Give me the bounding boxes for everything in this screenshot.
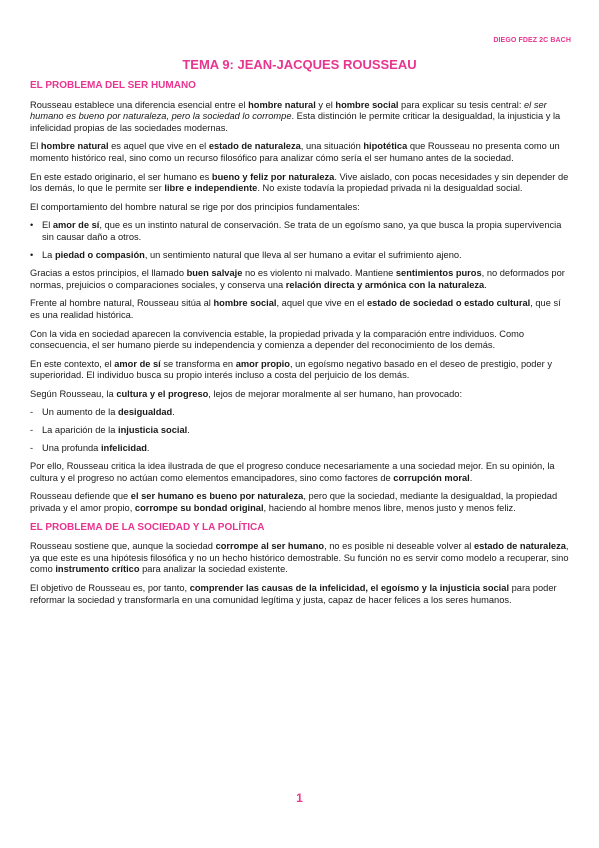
list-item: - Una profunda infelicidad. — [30, 442, 150, 453]
bullet-list — [30, 220, 570, 261]
paragraph: Rousseau defiende que el ser humano es bueno por naturaleza, pero que la sociedad, mediante la desigualdad, la propiedad privada y el amor propio, corrompe su bondad original, haciendo al hombre menos libre, menos justo y menos feliz. — [30, 491, 558, 514]
dash-icon: - — [30, 425, 34, 436]
paragraph: El comportamiento del hombre natural se rige por dos principios fundamentales: — [30, 201, 360, 212]
paragraph: Con la vida en sociedad aparecen la convivencia estable, la propiedad privada y la comparación entre individuos. Como consecuencia, el ser humano pierde su independencia y comienza a depender del reconocimiento de los demás. — [30, 328, 525, 351]
bullet-icon: • — [30, 220, 34, 231]
paragraph: Por ello, Rousseau critica la idea ilustrada de que el progreso conduce necesariamente a una sociedad mejor. En su opinión, la cultura y el progreso no actúan como elementos emancipadores, sino como factores de corrupción moral. — [30, 461, 555, 483]
paragraph: En este estado originario, el ser humano es bueno y feliz por naturaleza. Vive aislado, con pocas necesidades y sin depender de los demás, lo que le permite ser libre e independiente. No existe todavía la propiedad privada ni la desigualdad social. — [30, 171, 569, 194]
dash-list — [30, 407, 570, 454]
page-number: 1 — [296, 791, 303, 805]
list-item: • El amor de sí, que es un instinto natural de conservación. Se trata de un egoísmo sano, ya que busca la propia supervivencia sin causar daño a otros. — [30, 220, 562, 242]
section-heading-human: EL PROBLEMA DEL SER HUMANO — [30, 80, 196, 91]
dash-icon: - — [30, 442, 34, 453]
paragraph: Frente al hombre natural, Rousseau sitúa al hombre social, aquel que vive en el estado de sociedad o estado cultural, que sí es una realidad histórica. — [30, 298, 561, 320]
section-heading-society: EL PROBLEMA DE LA SOCIEDAD Y LA POLÍTICA — [30, 521, 265, 533]
list-item: - Un aumento de la desigualdad. — [30, 407, 175, 418]
dash-icon: - — [30, 407, 34, 418]
list-item: • La piedad o compasión, un sentimiento natural que lleva al ser humano a evitar el sufrimiento ajeno. — [30, 249, 462, 260]
paragraph: Rousseau sostiene que, aunque la sociedad corrompe al ser humano, no es posible ni deseable volver al estado de naturaleza, ya que este es una hipótesis filosófica y no un hecho histórico demostrable. Su función no es servir como modelo a recuperar, sino como instrumento crítico para analizar la sociedad existente. — [30, 541, 569, 575]
paragraph: Rousseau establece una diferencia esencial entre el hombre natural y el hombre social para explicar su tesis central: el ser humano es bueno por naturaleza, pero la sociedad lo corrompe. Esta distinción le permite criticar la desigualdad, la injusticia y la infelicidad propias de las sociedades modernas. — [30, 99, 561, 133]
author-tag: DIEGO FDEZ 2C BACH — [493, 37, 571, 44]
paragraph: Según Rousseau, la cultura y el progreso, lejos de mejorar moralmente al ser humano, han provocado: — [30, 388, 463, 399]
paragraph: El hombre natural es aquel que vive en el estado de naturaleza, una situación hipotética que Rousseau no presenta como un momento histórico real, sino como un recurso filosófico para analizar cómo sería el ser humano antes de la sociedad. — [30, 141, 560, 163]
paragraph: En este contexto, el amor de sí se transforma en amor propio, un egoísmo negativo basado en el deseo de prestigio, poder y superioridad. El individuo busca su propio interés incluso a costa del perjuicio de los demás. — [30, 358, 552, 381]
document-body — [30, 80, 570, 613]
list-item: - La aparición de la injusticia social. — [30, 425, 190, 436]
paragraph: El objetivo de Rousseau es, por tanto, comprender las causas de la infelicidad, el egoísmo y la injusticia social para poder reformar la sociedad y transformarla en una comunidad legítima y justa, capaz de hacer felices a los seres humanos. — [30, 583, 557, 605]
paragraph: Gracias a estos principios, el llamado buen salvaje no es violento ni malvado. Mantiene sentimientos puros, no deformados por normas, prejuicios o comparaciones sociales, y conserva una relación directa y armónica con la naturaleza. — [30, 268, 565, 290]
bullet-icon: • — [30, 249, 34, 260]
page-title: TEMA 9: JEAN-JACQUES ROUSSEAU — [182, 57, 417, 72]
